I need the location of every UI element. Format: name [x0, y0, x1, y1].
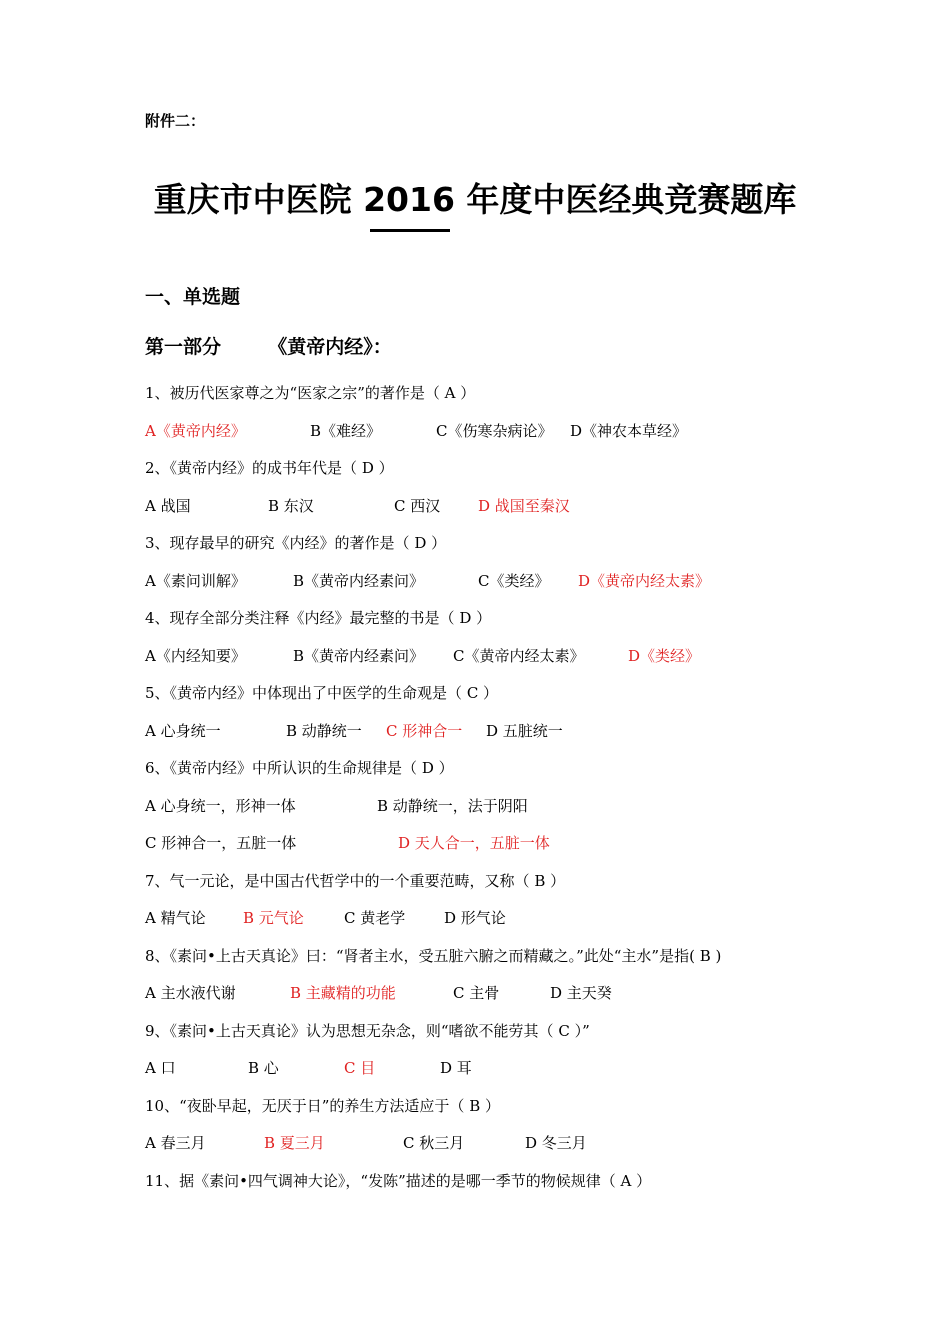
answer-option: D 五脏统一 — [486, 721, 563, 740]
answer-option: B《黄帝内经素问》 — [293, 646, 425, 665]
question-text: 7、气一元论，是中国古代哲学中的一个重要范畴，又称（ B ） — [145, 871, 566, 890]
answer-option: A 精气论 — [145, 909, 206, 927]
answer-option: B 动静统一 — [286, 721, 362, 740]
answer-option: D《神农本草经》 — [570, 421, 688, 440]
answer-option: D 形气论 — [444, 909, 506, 927]
question-text: 10、“夜卧早起，无厌于日”的养生方法适应于（ B ） — [145, 1096, 500, 1115]
answer-option: A《素问训解》 — [145, 571, 246, 590]
part-book: 《黄帝内经》： — [268, 336, 392, 358]
answer-option: A 春三月 — [145, 1134, 206, 1152]
answer-option-correct: D 战国至秦汉 — [478, 496, 570, 515]
question-text: 1、被历代医家尊之为“医家之宗”的著作是（ A ） — [145, 384, 476, 402]
answer-option-correct: D 天人合一，五脏一体 — [398, 834, 550, 852]
answer-option: C 黄老学 — [344, 909, 406, 927]
answer-option-correct: D《类经》 — [628, 646, 701, 665]
question-text: 5、《黄帝内经》中体现出了中医学的生命观是（ C ） — [145, 684, 499, 702]
answer-option: A 心身统一 — [145, 721, 221, 740]
answer-option: C《类经》 — [478, 571, 550, 590]
answer-option: C 形神合一，五脏一体 — [145, 834, 297, 852]
question-text: 4、现存全部分类注释《内经》最完整的书是（ D ） — [145, 609, 492, 627]
answer-option-correct: C 目 — [344, 1059, 376, 1077]
answer-option-correct: B 夏三月 — [264, 1134, 325, 1152]
question-text: 8、《素问•上古天真论》曰：“肾者主水，受五脏六腑之而精藏之。”此处“主水”是指( B ) — [145, 946, 722, 965]
section-heading: 一、单选题 — [145, 286, 241, 308]
answer-option: B 心 — [248, 1059, 279, 1077]
question-text: 2、《黄帝内经》的成书年代是（ D ） — [145, 459, 394, 477]
answer-option-correct: B 主藏精的功能 — [290, 984, 396, 1002]
answer-option: A 口 — [145, 1059, 176, 1077]
title-underline — [370, 229, 450, 232]
answer-option: B《黄帝内经素问》 — [293, 571, 425, 590]
answer-option: D 主天癸 — [550, 984, 612, 1002]
annex-label: 附件二： — [145, 112, 206, 130]
answer-option: C《伤寒杂病论》 — [436, 421, 553, 440]
question-text: 9、《素问•上古天真论》认为思想无杂念，则“嗜欲不能劳其（ C ）” — [145, 1021, 590, 1040]
answer-option: A 战国 — [145, 496, 191, 515]
answer-option-correct: B 元气论 — [243, 909, 304, 927]
answer-option: B 动静统一，法于阴阳 — [377, 796, 528, 815]
part-label: 第一部分 — [145, 336, 222, 358]
answer-option: C 主骨 — [453, 984, 500, 1002]
answer-option: C 秋三月 — [403, 1134, 465, 1152]
answer-option: C 西汉 — [394, 496, 441, 515]
answer-option: D 耳 — [440, 1059, 472, 1077]
answer-option: A 主水液代谢 — [145, 984, 236, 1002]
answer-option: B《难经》 — [310, 421, 382, 440]
question-text: 6、《黄帝内经》中所认识的生命规律是（ D ） — [145, 759, 454, 777]
answer-option: A《内经知要》 — [145, 646, 246, 665]
question-text: 11、据《素问•四气调神大论》，“发陈”描述的是哪一季节的物候规律（ A ） — [145, 1171, 652, 1190]
part-heading — [145, 332, 392, 359]
answer-option: A 心身统一，形神一体 — [145, 796, 296, 815]
page-title: 重庆市中医院 2016 年度中医经典竞赛题库 — [153, 180, 797, 219]
question-text: 3、现存最早的研究《内经》的著作是（ D ） — [145, 534, 447, 552]
answer-option: C《黄帝内经太素》 — [453, 646, 585, 665]
answer-option-correct: A《黄帝内经》 — [145, 421, 246, 440]
answer-option-correct: D《黄帝内经太素》 — [578, 571, 711, 590]
answer-option: B 东汉 — [268, 496, 314, 515]
answer-option: D 冬三月 — [525, 1134, 587, 1152]
answer-option-correct: C 形神合一 — [386, 721, 463, 740]
